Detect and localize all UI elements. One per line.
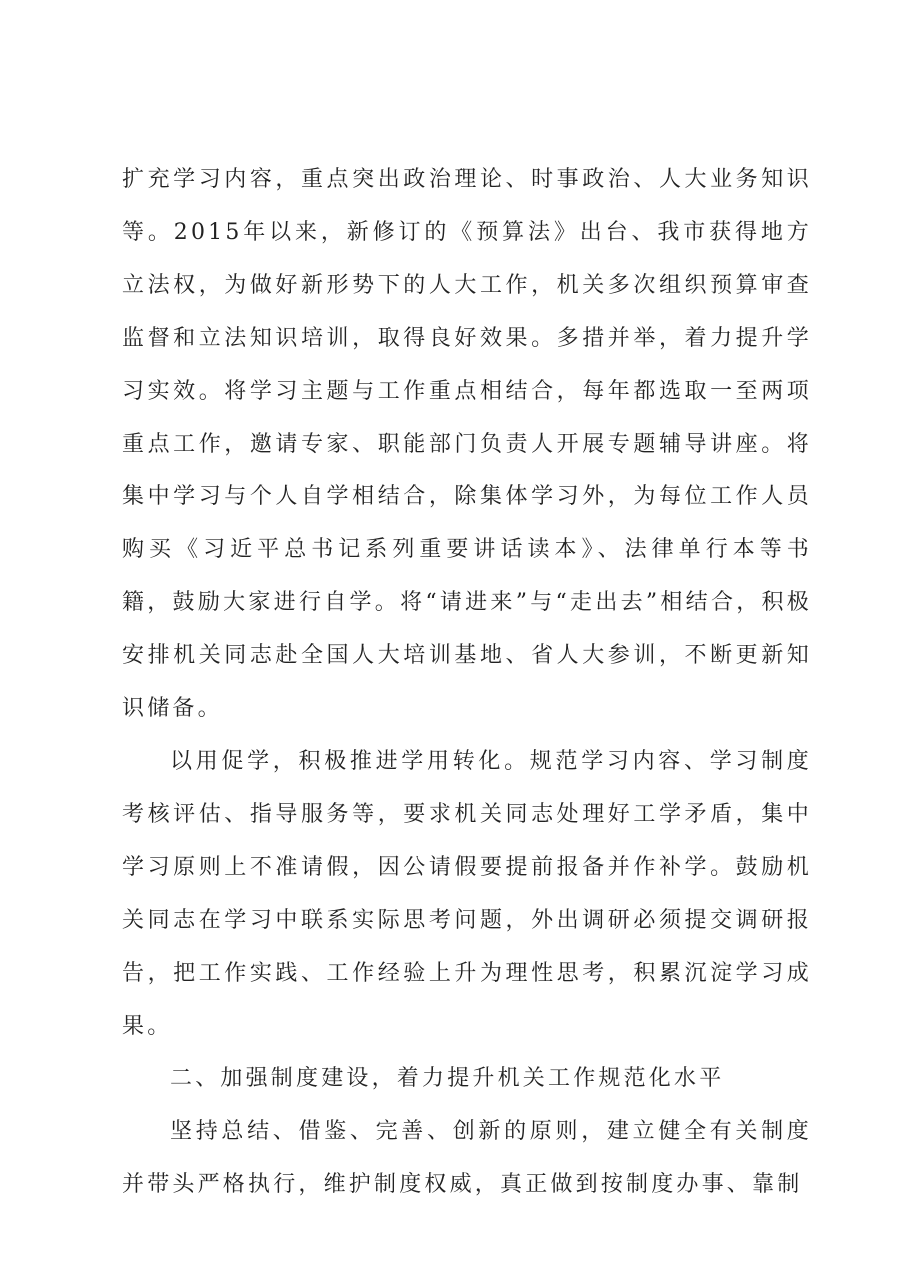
paragraph-study-application: 以用促学，积极推进学用转化。规范学习内容、学习制度考核评估、指导服务等，要求机关同志处理好工学矛盾，集中学习原则上不准请假，因公请假要提前报备并作补学。鼓励机关同志在学习中联系实际思考问题，外出调研必须提交调研报告，把工作实践、工作经验上升为理性思考，积累沉淀学习成果。 (122, 748, 812, 1039)
document-body (122, 154, 812, 1212)
paragraph-system-principles: 坚持总结、借鉴、完善、创新的原则，建立健全有关制度并带头严格执行，维护制度权威，真正做到按制度办事、靠制 (122, 1119, 812, 1198)
section-heading-system-building: 二、加强制度建设，着力提升机关工作规范化水平 (170, 1066, 725, 1092)
paragraph-continuation: 扩充学习内容，重点突出政治理论、时事政治、人大业务知识等。2015年以来，新修订的《预算法》出台、我市获得地方立法权，为做好新形势下的人大工作，机关多次组织预算审查监督和立法知识培训，取得良好效果。多措并举，着力提升学习实效。将学习主题与工作重点相结合，每年都选取一至两项重点工作，邀请专家、职能部门负责人开展专题辅导讲座。将集中学习与个人自学相结合，除集体学习外，为每位工作人员购买《习近平总书记系列重要讲话读本》、法律单行本等书籍，鼓励大家进行自学。将“请进来”与“走出去”相结合，积极安排机关同志赴全国人大培训基地、省人大参训，不断更新知识储备。 (122, 167, 812, 722)
